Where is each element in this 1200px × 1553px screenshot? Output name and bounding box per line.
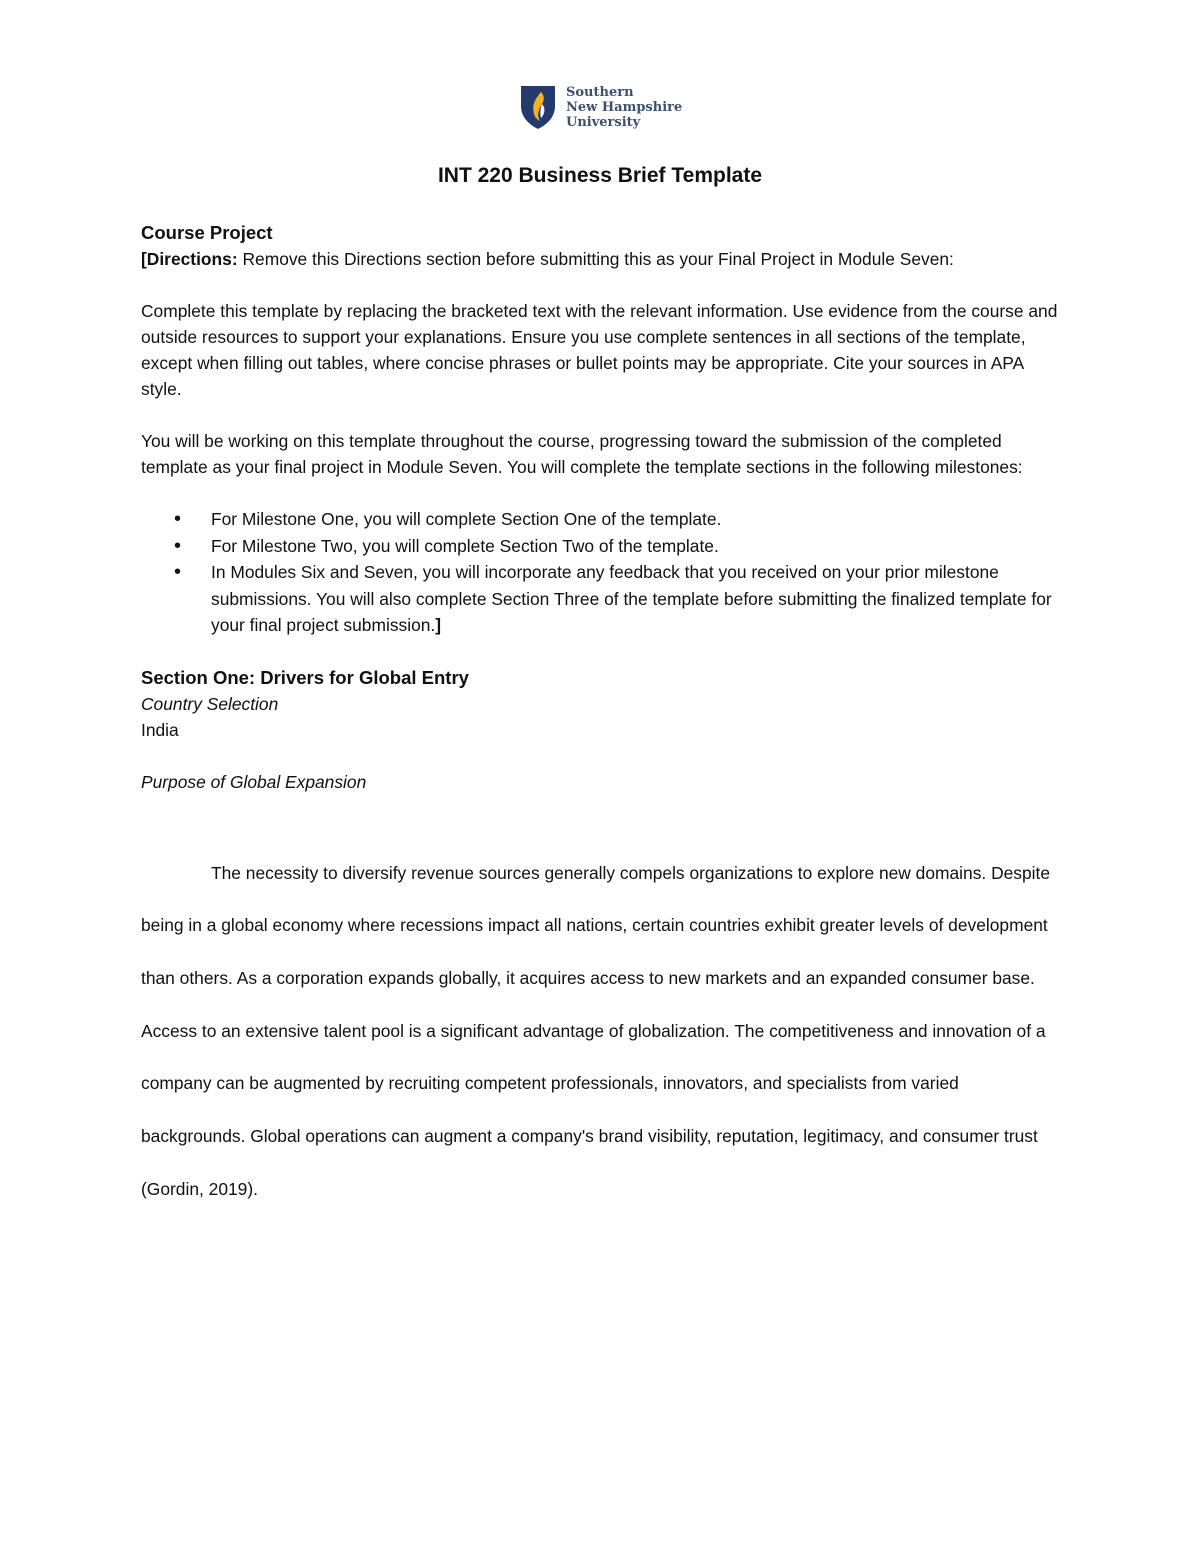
- directions-paragraph-1: Complete this template by replacing the bracketed text with the relevant information. Use evidence from the course and outside resources to support your explanations. Ensure you use complete sentences in all sections of the template, except when filling out tables, where concise phrases or bullet points may be appropriate. Cite your sources in APA style.: [141, 301, 1058, 399]
- logo-line: University: [566, 114, 641, 130]
- directions-paragraph-2: You will be working on this template throughout the course, progressing toward the submission of the completed template as your final project in Module Seven. You will complete the template sections in the following milestones:: [141, 431, 1023, 477]
- list-item: [141, 559, 1061, 639]
- logo-line: New Hampshire: [566, 99, 683, 115]
- logo-wordmark: [566, 85, 682, 130]
- purpose-label: Purpose of Global Expansion: [141, 771, 367, 792]
- list-item: • For Milestone One, you will complete Section One of the template.: [141, 506, 1061, 533]
- logo-line: Southern: [566, 84, 634, 100]
- closing-bracket: ]: [435, 615, 442, 635]
- country-selection-value: India: [141, 719, 179, 740]
- shield-flame-icon: [520, 84, 556, 130]
- document-body: [141, 220, 1061, 1215]
- country-selection-label: Country Selection: [141, 693, 279, 714]
- university-logo: [520, 84, 682, 130]
- directions-line: [141, 246, 1061, 272]
- directions-text: Remove this Directions section before submitting this as your Final Project in Module Seven:: [237, 249, 954, 269]
- milestone-list: [141, 506, 1061, 639]
- document-title: INT 220 Business Brief Template: [437, 164, 763, 187]
- section-one-heading: Section One: Drivers for Global Entry: [141, 666, 469, 688]
- directions-label: [Directions:: [141, 249, 238, 269]
- course-project-heading: Course Project: [141, 222, 273, 243]
- list-item-text: In Modules Six and Seven, you will incorporate any feedback that you received on your prior milestone submissions. You will also complete Section Three of the template before submitting the finalized template for your final project submission.: [211, 562, 1052, 635]
- purpose-paragraph: The necessity to diversify revenue sources generally compels organizations to explore new domains. Despite being in a global economy where recessions impact all nations, certain countries exhibit greater levels of development than others. As a corporation expands globally, it acquires access to new markets and an expanded consumer base. Access to an extensive talent pool is a significant advantage of globalization. The competitiveness and innovation of a company can be augmented by recruiting competent professionals, innovators, and specialists from varied backgrounds. Global operations can augment a company's brand visibility, reputation, legitimacy, and consumer trust (Gordin, 2019).: [141, 862, 1051, 1199]
- list-item: • For Milestone Two, you will complete Section Two of the template.: [141, 533, 1061, 560]
